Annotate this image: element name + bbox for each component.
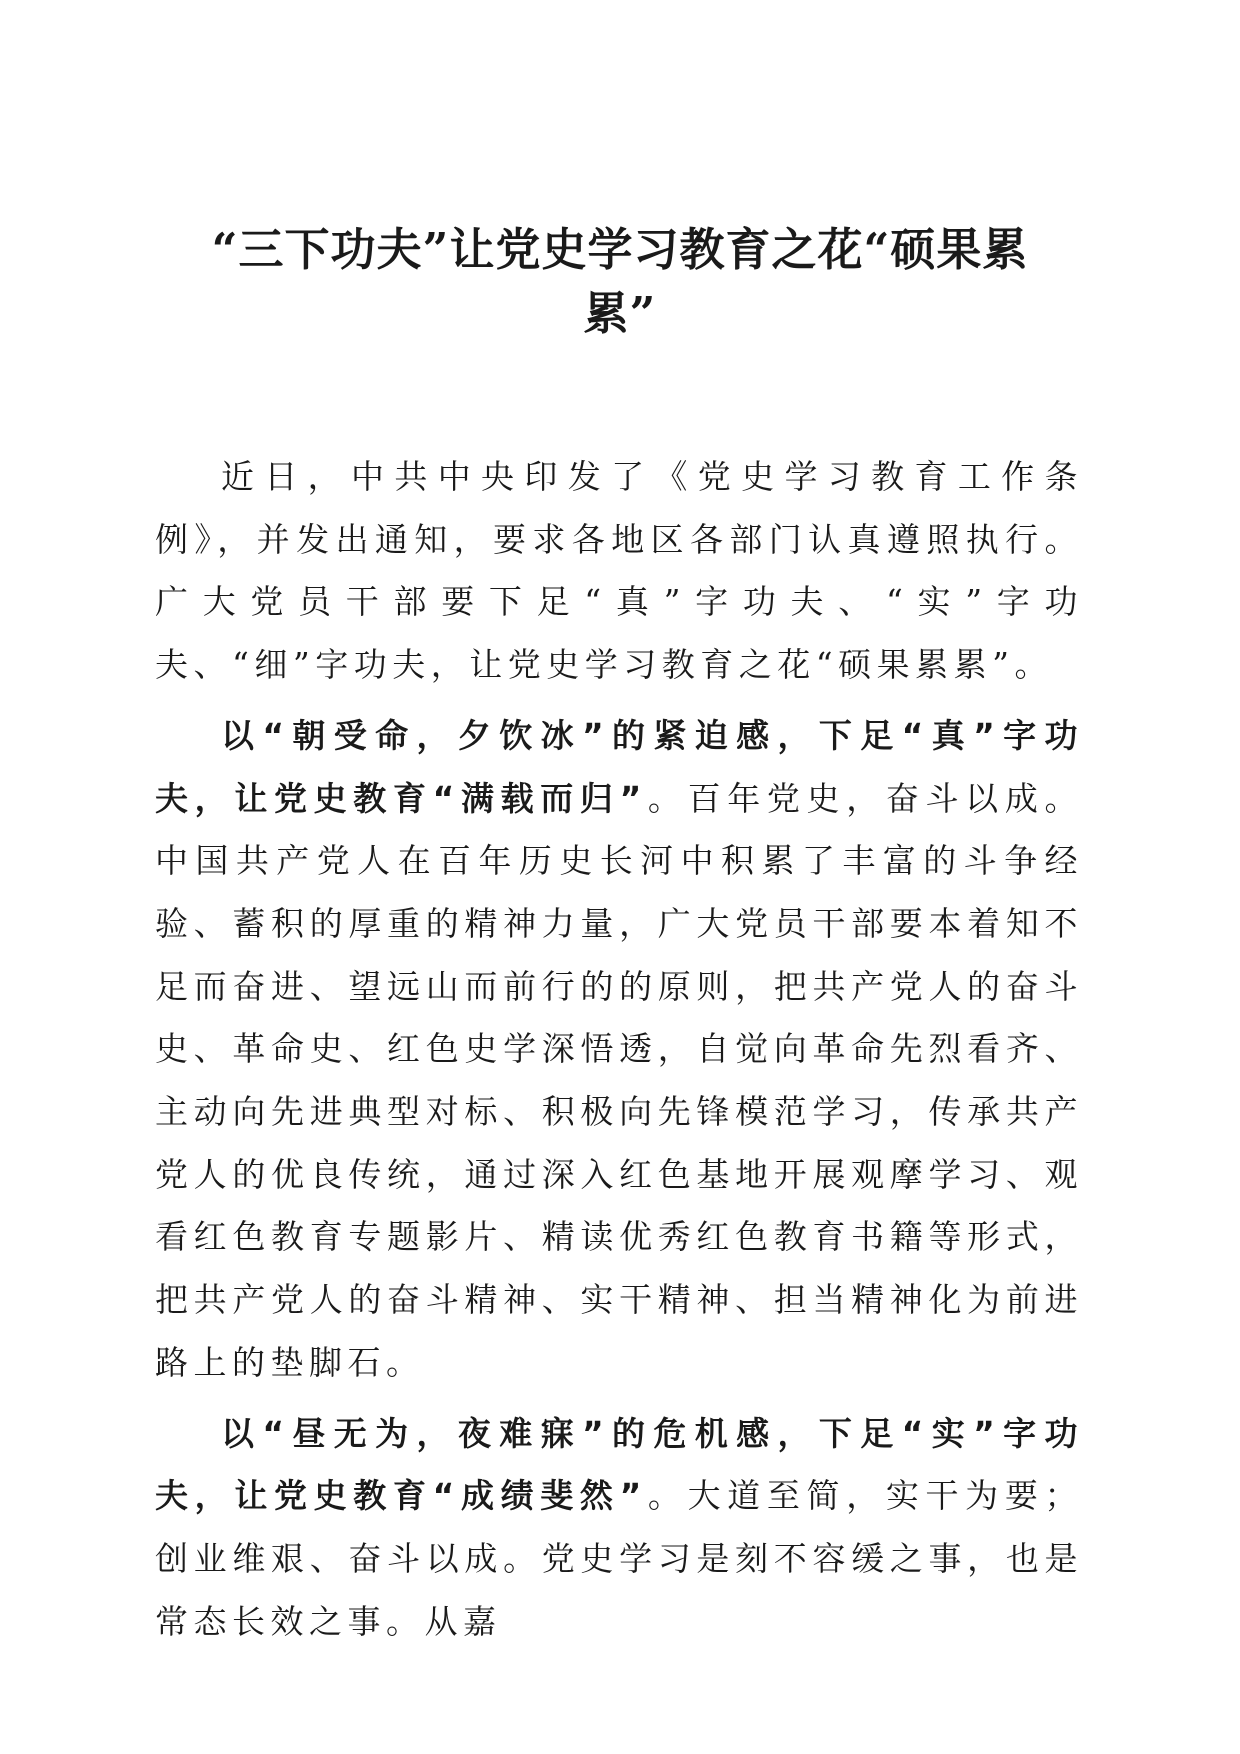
paragraph-text: 。大道至简，实干为要；创业维艰、奋斗以成。党史学习是刻不容缓之事，也是常态长效之事。从嘉	[155, 1476, 1083, 1641]
document-title: “三下功夫”让党史学习教育之花“硕果累累”	[211, 223, 1029, 340]
paragraph-intro	[155, 446, 1083, 697]
paragraph-lead: 以“朝受命，夕饮冰”的紧迫感，下足“真”字功夫，让党史教育“满载而归”	[155, 715, 1083, 818]
paragraph-text: 。百年党史，奋斗以成。中国共产党人在百年历史长河中积累了丰富的斗争经验、蓄积的厚重的精神力量，广大党员干部要本着知不足而奋进、望远山而前行的的原则，把共产党人的奋斗史、革命史、红色史学深悟透，自觉向革命先烈看齐、主动向先进典型对标、积极向先锋模范学习，传承共产党人的优良传统，通过深入红色基地开展观摩学习、观看红色教育专题影片、精读优秀红色教育书籍等形式，把共产党人的奋斗精神、实干精神、担当精神化为前进路上的垫脚石。	[155, 778, 1083, 1382]
paragraph-text: 近日，中共中央印发了《党史学习教育工作条例》，并发出通知，要求各地区各部门认真遵照执行。广大党员干部要下足“真”字功夫、“实”字功夫、“细”字功夫，让党史学习教育之花“硕果累累”。	[155, 457, 1083, 685]
paragraph-lead: 以“昼无为，夜难寐”的危机感，下足“实”字功夫，让党史教育“成绩斐然”	[155, 1413, 1083, 1516]
paragraph-zhen	[155, 705, 1083, 1395]
paragraph-shi	[155, 1403, 1083, 1654]
document-body	[155, 446, 1083, 1661]
